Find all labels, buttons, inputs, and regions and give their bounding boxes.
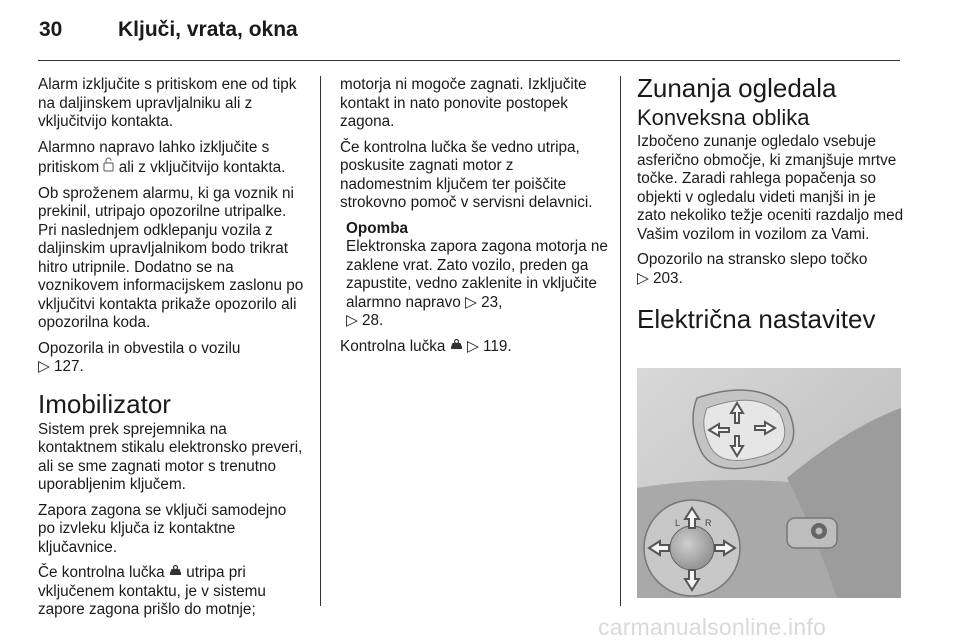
subsection-heading-konveksna-oblika: Konveksna oblika [637,105,810,130]
paragraph: Zapora zagona se vključi samodejno po izvleku ključa iz kontaktne ključavnice. [38,501,287,556]
svg-text:L: L [675,518,681,528]
paragraph: Alarm izključite s pritiskom ene od tipk na daljinskem upravljalniku ali z vključitvijo kontakta. [38,76,297,130]
mirror-illustration-svg [637,368,901,598]
paragraph: Ob sproženem alarmu, ki ga voznik ni prekinil, utripajo opozorilne utripalke. Pri naslednjem odklepanju vozila z daljinskim upravljalnikom bodo trikrat hitro utripnile. Dodatno se na voznikovem informacijskem zaslonu po vključitvi kontakta prikaže opozorilo ali opozorilna koda. [38,184,304,331]
column-divider [320,76,321,606]
page-ref[interactable]: 203. [653,269,683,287]
paragraph: Če kontrolna lučka še vedno utripa, poskusite zagnati motor z nadomestnim ključem ter poiščite strokovno pomoč v servisni delavnici. [340,138,593,211]
note-title: Opomba [346,219,409,237]
watermark: carmanualsonline.info [598,614,826,640]
page-ref-arrow-icon: ▷ [637,269,649,287]
section-heading-imobilizator: Imobilizator [38,388,171,419]
paragraph: Izbočeno zunanje ogledalo vsebuje asferično območje, ki zmanjšuje mrtve točke. Zaradi rahlega popačenja so objekti v ogledalu videti manjši in je zato nekoliko težje oceniti razdaljo med Vašim vozilom in vozilom za Vami. [637,133,904,243]
column-1 [38,76,306,627]
header-rule [38,60,900,61]
mirror-adjust-switch-illustration [637,368,901,598]
immobilizer-car-key-icon [450,339,463,351]
page-ref-arrow-icon: ▷ [466,337,479,355]
paragraph: motorja ni mogoče zagnati. Izključite kontakt in nato ponovite postopek zagona. [340,76,587,130]
chapter-title: Ključi, vrata, okna [118,18,298,41]
page-ref[interactable]: 23, [481,293,503,311]
page-header [39,18,298,42]
unlock-button-icon [103,157,114,172]
page-ref[interactable]: 127. [54,358,84,375]
paragraph: Alarmno napravo lahko izključite s pritiskom ali z vključitvijo kontakta. [38,138,286,176]
paragraph: Kontrolna lučka ▷ 119. [340,337,512,355]
page-number: 30 [39,18,63,41]
page-ref[interactable]: 28. [362,312,384,329]
page-ref-arrow-icon: ▷ [465,293,477,311]
column-3 [637,73,905,336]
column-2 [340,76,608,363]
page-ref-arrow-icon: ▷ [38,358,50,375]
svg-text:R: R [705,518,712,528]
paragraph: Sistem prek sprejemnika na kontaktnem stikalu elektronsko preveri, ali se sme zagnati motor s trenutno uporabljenim ključem. [38,420,303,493]
note-text: Elektronska zapora zagona motorja ne zaklene vrat. Zato vozilo, preden ga zapustite, vedno zaklenite in vključite alarmno napravo ▷ 23, ▷ 28. [346,238,608,329]
column-divider [620,76,621,606]
page-ref-arrow-icon: ▷ [346,312,358,329]
section-heading-zunanja-ogledala: Zunanja ogledala [637,73,837,103]
immobilizer-car-key-icon [169,565,182,577]
note-box [340,220,608,331]
paragraph: Opozorila in obvestila o vozilu ▷ 127. [38,339,241,375]
page-ref[interactable]: 119. [482,337,512,355]
paragraph: Če kontrolna lučka utripa pri vključenem kontaktu, je v sistemu zapore zagona prišlo do motnje; [38,564,266,618]
subsection-heading-elektricna-nastavitev: Električna nastavitev [637,304,876,334]
paragraph: Opozorilo na stransko slepo točko ▷ 203. [637,251,868,287]
